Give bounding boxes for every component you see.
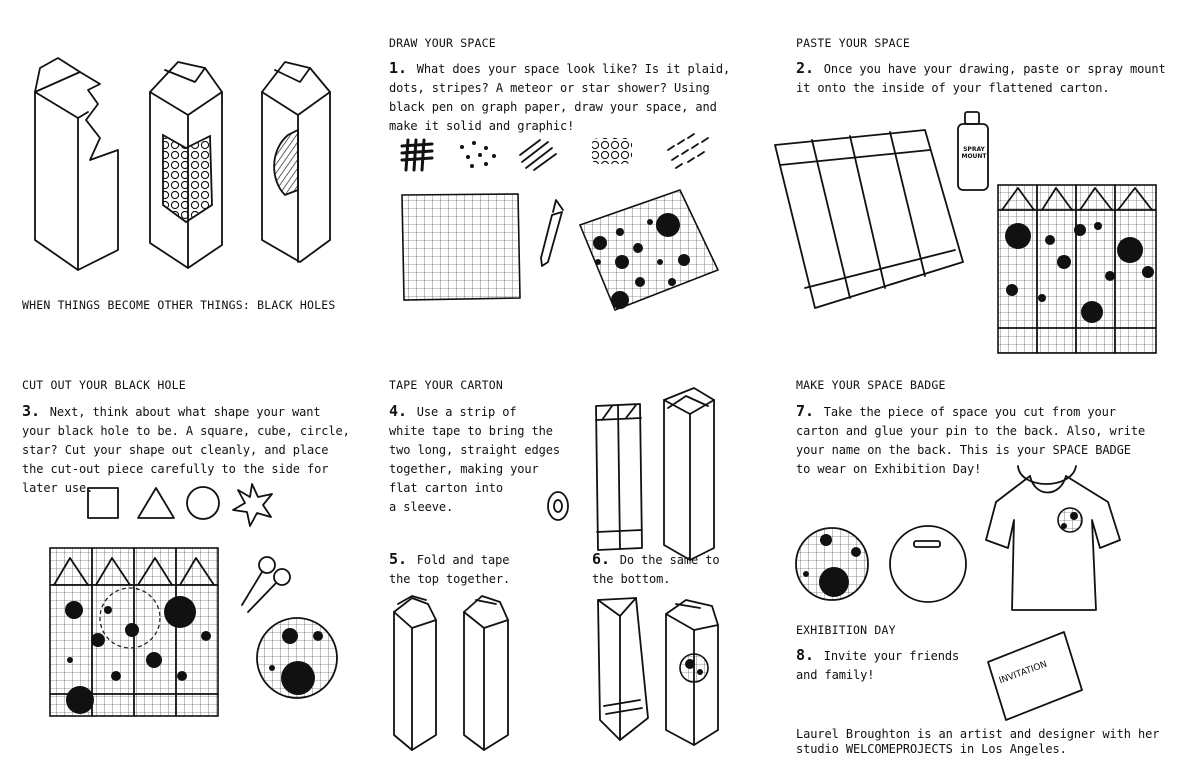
spray-can-label: SPRAY MOUNT [961,146,987,160]
step-1-number: 1. [389,59,408,77]
step-4-heading: TAPE YOUR CARTON [389,378,503,392]
step-3-text: Next, think about what shape your want your black hole to be. A square, cube, circle, star? Cut your shape out cleanly, and place the cut-out piece carefully to the side for later use. [22,405,350,495]
step-7-heading: MAKE YOUR SPACE BADGE [796,378,946,392]
tshirt-illustration [986,466,1120,610]
step-2-number: 2. [796,59,815,77]
step-6-body [592,549,772,587]
pen-illustration [541,200,563,266]
cover-caption: WHEN THINGS BECOME OTHER THINGS: BLACK HOLES [22,298,336,312]
bottom-taped-cartons [598,598,718,745]
step-8-number: 8. [796,646,815,664]
graph-paper-illustration [402,194,520,300]
cut-carton-illustration [50,548,218,716]
space-badge-front [796,528,868,600]
step-8-text: Invite your friends and family! [796,649,960,682]
carton-pebble-window-illustration [150,62,222,268]
pebble-swatch [592,138,632,164]
pattern-swatches [402,140,432,170]
step-2-heading: PASTE YOUR SPACE [796,36,910,50]
step-1-body [389,58,744,134]
step-4-text: Use a strip of white tape to bring the two long, straight edges together, making your flat carton into a sleeve. [389,405,560,514]
step-7-number: 7. [796,402,815,420]
pinned-badge [1058,508,1082,532]
step-3-body [22,401,362,496]
step-5-number: 5. [389,550,408,568]
invitation-label: INVITATION [997,659,1049,687]
stripe-swatch [520,140,556,170]
folded-top-cartons [394,596,508,750]
step-8-heading: EXHIBITION DAY [796,623,896,637]
step-1-text: What does your space look like? Is it plaid, dots, stripes? A meteor or star shower? Using black pen on graph paper, draw your space, and make it solid and graphic! [389,62,731,133]
open-sleeve-illustration [664,388,714,560]
step-6-text: Do the same to the bottom. [592,553,720,586]
step-6-number: 6. [592,550,611,568]
flat-sleeve-illustration [596,404,642,550]
scissors-icon [242,557,290,612]
carton-torn-illustration [35,58,118,270]
space-badge-back [890,526,966,602]
step-3-number: 3. [22,402,41,420]
step-4-number: 4. [389,402,408,420]
author-bio: Laurel Broughton is an artist and designer with her studio WELCOMEPROJECTS in Los Angeles. [796,727,1160,756]
step-8-body [796,645,976,683]
step-5-text: Fold and tape the top together. [389,553,511,586]
step-7-body [796,401,1186,477]
flattened-carton-illustration [775,130,963,308]
step-1-heading: DRAW YOUR SPACE [389,36,496,50]
step-7-text: Take the piece of space you cut from your carton and glue your pin to the back. Also, write your name on the back. This is your SPACE BADGE to wear on Exhibition Day! [796,405,1146,476]
carton-circle-cut-illustration [262,62,330,262]
cutout-circle-illustration [257,618,337,698]
step-5-body [389,549,579,587]
dotted-graph-sheet [580,190,718,310]
step-2-body [796,58,1186,96]
shower-swatch [668,134,708,168]
step-2-text: Once you have your drawing, paste or spray mount it onto the inside of your flattened carton. [796,62,1166,95]
dot-swatch [460,141,496,168]
step-3-heading: CUT OUT YOUR BLACK HOLE [22,378,186,392]
step-4-body [389,401,589,515]
pasted-carton-illustration [998,185,1156,353]
